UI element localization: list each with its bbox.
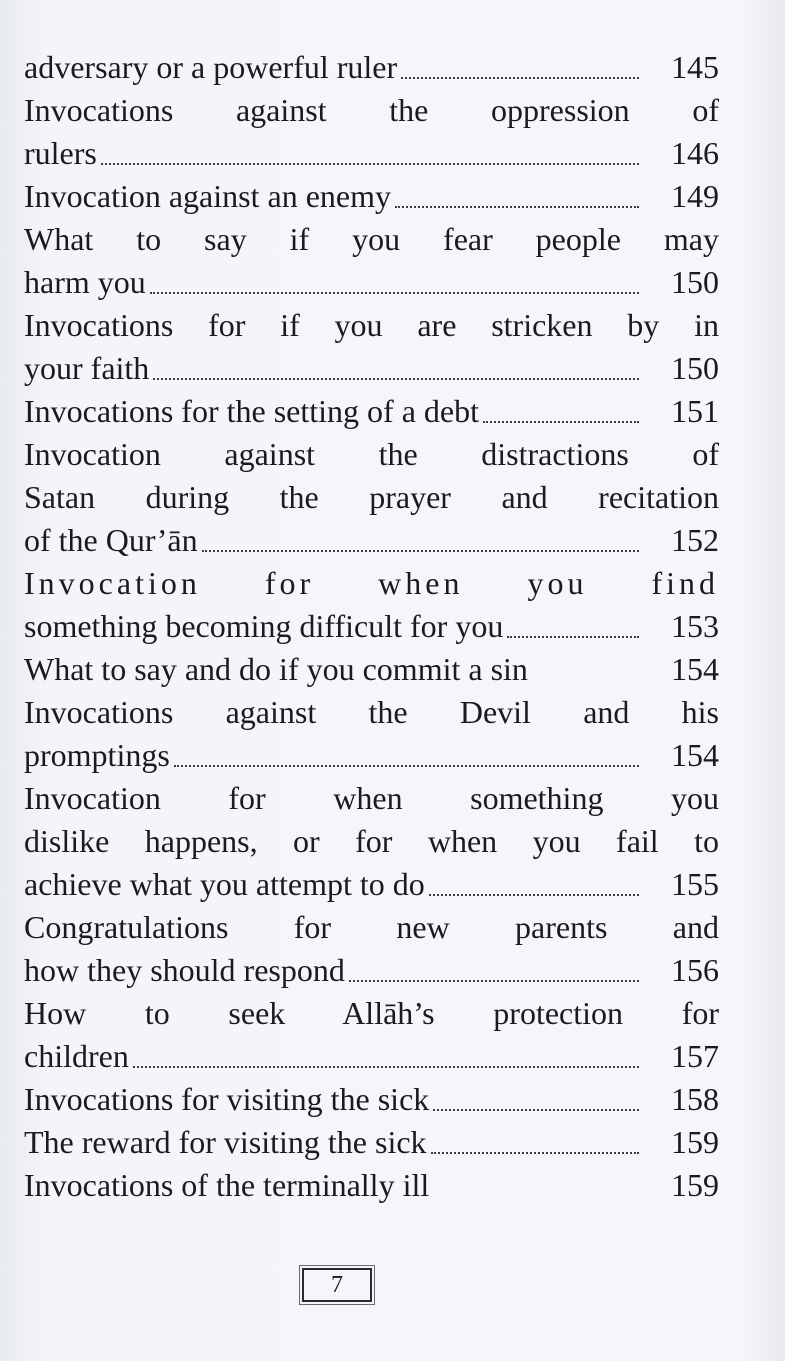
toc-entry-title: Invocations for the setting of a debt	[24, 393, 479, 429]
toc-entry-title-continued: harm you	[24, 264, 146, 300]
toc-entry-title-continued: promptings	[24, 737, 170, 773]
toc-entry-title: Invocations for visiting the sick	[24, 1081, 430, 1117]
toc-entry	[24, 46, 719, 89]
page-number: 7	[331, 1271, 343, 1298]
toc-entry-title: Invocations of the terminally ill	[24, 1167, 430, 1203]
toc-entry-title-continued: something becoming difficult for you	[24, 608, 504, 644]
toc-page-number: 156	[671, 952, 719, 988]
toc-entry	[24, 648, 719, 691]
toc-page-number: 151	[671, 393, 719, 429]
toc-entry	[24, 218, 719, 304]
toc-page-number: 155	[671, 866, 719, 902]
toc-page-number: 150	[671, 350, 719, 386]
dot-leader	[507, 636, 639, 638]
toc-entry-title-continued: dislike happens, or for when you fail to	[24, 823, 719, 859]
toc-entry	[24, 1121, 719, 1164]
toc-page-number: 145	[671, 49, 719, 85]
toc-page-number: 159	[671, 1124, 719, 1160]
toc-entry-title: What to say if you fear people may	[24, 221, 719, 257]
toc-entry-title: Congratulations for new parents and	[24, 909, 719, 945]
toc-entry	[24, 390, 719, 433]
dot-leader	[401, 77, 639, 79]
dot-leader	[433, 1109, 639, 1111]
toc-entry	[24, 562, 719, 648]
toc-entry-title-continued: children	[24, 1038, 129, 1074]
toc-entry-title: Invocation for when you find	[24, 565, 719, 601]
toc-page-number: 158	[671, 1081, 719, 1117]
toc-page-number: 150	[671, 264, 719, 300]
toc-entry-title: How to seek Allāh’s protection for	[24, 995, 719, 1031]
toc-entry-title: Invocations against the oppression of	[24, 92, 719, 128]
toc-entry	[24, 175, 719, 218]
dot-leader	[202, 550, 639, 552]
toc-entry-title: Invocations against the Devil and his	[24, 694, 719, 730]
dot-leader	[133, 1066, 639, 1068]
dot-leader	[349, 980, 639, 982]
dot-leader	[150, 292, 639, 294]
toc-entry-title: adversary or a powerful ruler	[24, 49, 398, 85]
toc-entry-title-continued: achieve what you attempt to do	[24, 866, 425, 902]
dot-leader	[153, 378, 639, 380]
toc-entry	[24, 433, 719, 562]
toc-entry-title-continued: your faith	[24, 350, 150, 386]
toc-entry-title-continued: how they should respond	[24, 952, 345, 988]
toc-page-number: 153	[671, 608, 719, 644]
dot-leader	[395, 206, 639, 208]
toc-entry-title-continued: Satan during the prayer and recitation	[24, 479, 719, 515]
toc-entry	[24, 906, 719, 992]
toc-entry	[24, 89, 719, 175]
toc-page-number: 157	[671, 1038, 719, 1074]
toc-entry-title-continued: of the Qur’ān	[24, 522, 198, 558]
toc-entry-title: The reward for visiting the sick	[24, 1124, 427, 1160]
toc-entry	[24, 777, 719, 906]
dot-leader	[431, 1152, 639, 1154]
dot-leader	[101, 163, 639, 165]
toc-page-number: 146	[671, 135, 719, 171]
dot-leader	[429, 894, 639, 896]
toc-page-number: 154	[671, 651, 719, 687]
toc-entry-title: Invocations for if you are stricken by in	[24, 307, 719, 343]
toc-page-number: 152	[671, 522, 719, 558]
toc-entry	[24, 304, 719, 390]
toc-entry-title-continued: rulers	[24, 135, 97, 171]
toc-entry	[24, 1078, 719, 1121]
toc-page-number: 154	[671, 737, 719, 773]
toc-page-number: 159	[671, 1167, 719, 1203]
toc-entry	[24, 1164, 719, 1207]
toc-entry-title: Invocation against an enemy	[24, 178, 391, 214]
toc-page-number: 149	[671, 178, 719, 214]
dot-leader	[174, 765, 639, 767]
toc-entry-title: What to say and do if you commit a sin	[24, 651, 528, 687]
toc-entry-title: Invocation against the distractions of	[24, 436, 719, 472]
dot-leader	[483, 421, 639, 423]
toc-entry-title: Invocation for when something you	[24, 780, 719, 816]
page-number-box	[302, 1268, 372, 1302]
toc-entry	[24, 992, 719, 1078]
toc-entry	[24, 691, 719, 777]
table-of-contents	[24, 46, 719, 1207]
